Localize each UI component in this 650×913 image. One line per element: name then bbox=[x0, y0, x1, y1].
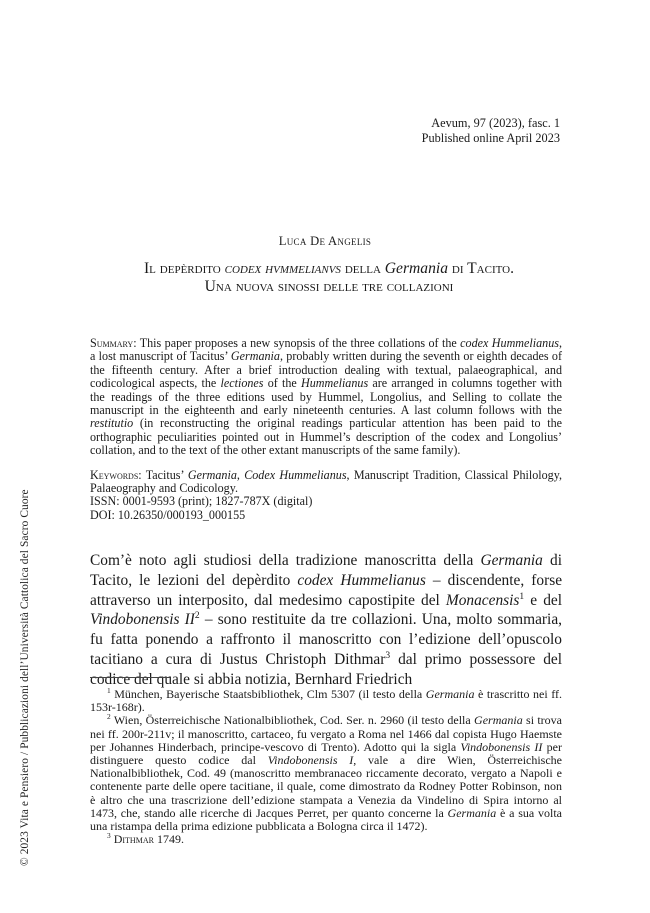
title-part: di Tacito. bbox=[448, 260, 514, 277]
keywords-text: : Tacitus’ bbox=[138, 467, 188, 482]
body-text-run: – discendente, forse attraverso un interposito, dal medesimo capostipite del bbox=[90, 571, 563, 609]
footnote-italic: Vindobonensis I bbox=[267, 753, 354, 768]
footnote-divider bbox=[90, 677, 170, 678]
summary-text: , a lost manuscript of Tacitus’ bbox=[90, 336, 562, 364]
author-name bbox=[0, 234, 650, 249]
footnote-text: , vale a dire Wien, Österreichische Nationalbibliothek, Cod. 49 (manoscritto membranaceo riccamente decorato, vergato a Napoli e contenente parte delle opere tacitiane, il quale, come dimostrato da Rodney Potter Robinson, non è altro che una trascrizione dell’edizione stampata a Venezia da Vindelino di Spira intorno al 1473, che, stando alle ricerche di Jacques Perret, per quanto concerne la bbox=[90, 753, 563, 820]
body-italic: Monacensis bbox=[445, 591, 520, 609]
footnote-ref-1[interactable]: 1 bbox=[519, 590, 525, 602]
summary-text: , probably written during the seventh or eighth decades of the fifteenth century. After a brief introduction dealing with textual, palaeographical, and codicological aspects, the bbox=[90, 349, 563, 391]
title-part: Il depèrdito bbox=[143, 260, 225, 277]
title-part: della bbox=[340, 260, 385, 277]
footnote-2 bbox=[90, 714, 562, 833]
keywords-italic: Germania bbox=[187, 467, 237, 482]
abstract bbox=[90, 337, 562, 522]
footnote-3 bbox=[90, 833, 562, 846]
publication-date: Published online April 2023 bbox=[421, 131, 560, 145]
footnote-ref-3[interactable]: 3 bbox=[385, 649, 391, 661]
footnote-ref-2[interactable]: 2 bbox=[194, 610, 200, 622]
body-text-run: e del bbox=[524, 591, 562, 609]
footnote-text: per distinguere questo codice dal bbox=[90, 739, 562, 768]
footnote-text: è trascritto nei ff. 153r-168r). bbox=[90, 687, 562, 715]
summary-italic: codex Hummelianus bbox=[460, 336, 559, 350]
body-paragraph bbox=[90, 551, 562, 690]
footnote-italic: Germania bbox=[474, 713, 523, 728]
footnote-number: 2 bbox=[107, 712, 111, 722]
body-text-run: Com’è noto agli studiosi della tradizione manoscritta della bbox=[90, 552, 481, 569]
body-text-run: – sono restituite da tre collazioni. Una, molto sommaria, fu fatta ponendo a raffronto il manoscritto con l’edizione dell’opuscolo tacitiano a cura di Justus Christoph Dithmar bbox=[90, 611, 562, 668]
copyright-sidebar: © 2023 Vita e Pensiero / Pubblicazioni dell’Università Cattolica del Sacro Cuore bbox=[19, 489, 31, 866]
issn: ISSN: 0001-9593 (print); 1827-787X (digital) bbox=[90, 494, 313, 509]
title-line-2: Una nuova sinossi delle tre collazioni bbox=[204, 277, 454, 295]
journal-header bbox=[422, 116, 560, 146]
summary-label: Summary bbox=[90, 336, 134, 350]
body-text bbox=[90, 551, 562, 690]
author-name-text: Luca De Angelis bbox=[278, 234, 372, 248]
footnote-text: è a sua volta una ristampa della prima edizione pubblicata a Bologna circa il 1472). bbox=[90, 805, 562, 834]
title-part-italic: codex hvmmelianvs bbox=[224, 260, 341, 277]
summary-italic: Germania bbox=[230, 349, 280, 364]
body-italic: Vindobonensis II bbox=[90, 611, 195, 629]
footnote-italic: Germania bbox=[447, 805, 497, 820]
article-title bbox=[84, 260, 574, 295]
keywords-paragraph bbox=[90, 469, 562, 496]
summary-text: are arranged in columns together with the readings of the three editions used by Hummel, Longolius, and Selling to collate the manuscript in the eighteenth and early nineteenth centuries. A last column follows with the bbox=[90, 376, 562, 418]
footnote-text: si trova nei ff. 200r-211v; il manoscritto, cartaceo, fu vergato a Roma nel 1466 dal copista Hugo Haemste per Johannes Hinderbach, principe-vescovo di Trento). Adotto qui la sigla bbox=[90, 713, 563, 754]
journal-citation: Aevum, 97 (2023), fasc. 1 bbox=[431, 116, 560, 130]
title-line-1 bbox=[84, 260, 574, 278]
footnote-text: Wien, Österreichische Nationalbibliothek, Cod. Ser. n. 2960 (il testo della bbox=[110, 713, 475, 728]
title-part-italic: Germania bbox=[384, 260, 449, 277]
summary-paragraph bbox=[90, 337, 562, 458]
footnote-number: 1 bbox=[107, 686, 111, 695]
footnotes bbox=[90, 688, 562, 846]
summary-italic: lectiones bbox=[220, 376, 264, 391]
footnote-author: Dithmar bbox=[113, 832, 154, 847]
summary-italic: Hummelianus bbox=[300, 376, 369, 391]
footnote-1 bbox=[90, 688, 562, 714]
summary-text: : This paper proposes a new synopsis of the three collations of the bbox=[133, 336, 461, 350]
footnote-number: 3 bbox=[107, 831, 111, 841]
body-italic: Germania bbox=[480, 552, 543, 569]
summary-italic: restitutio bbox=[90, 416, 134, 431]
summary-text: (in reconstructing the original readings particular attention has been paid to the orthographic peculiarities pointed out in Hummel’s description of the codex and Longolius’ collation, and to the text of the other extant manuscripts of the same family). bbox=[90, 416, 562, 458]
footnote-italic: Vindobonensis II bbox=[460, 739, 543, 754]
body-text-run: dal primo possessore del codice del quale si abbia notizia, Bernhard Friedrich bbox=[90, 650, 563, 688]
footnote-text: München, Bayerische Staatsbibliothek, Clm 5307 (il testo della bbox=[110, 687, 426, 701]
keywords-label: Keywords bbox=[90, 467, 139, 482]
keywords-italic: Codex Hummelianus bbox=[244, 467, 347, 482]
footnote-text: 1749. bbox=[153, 832, 184, 847]
keywords-text: , bbox=[236, 467, 245, 482]
body-italic: codex Hummelianus bbox=[297, 571, 426, 589]
summary-text: of the bbox=[263, 376, 301, 391]
body-text-run: di Tacito, le lezioni del depèrdito bbox=[90, 552, 562, 589]
doi-link[interactable]: DOI: 10.26350/000193_000155 bbox=[90, 507, 246, 522]
keywords-text: , Manuscript Tradition, Classical Philology, Palaeography and Codicology. bbox=[90, 467, 563, 496]
footnote-italic: Germania bbox=[425, 687, 475, 701]
